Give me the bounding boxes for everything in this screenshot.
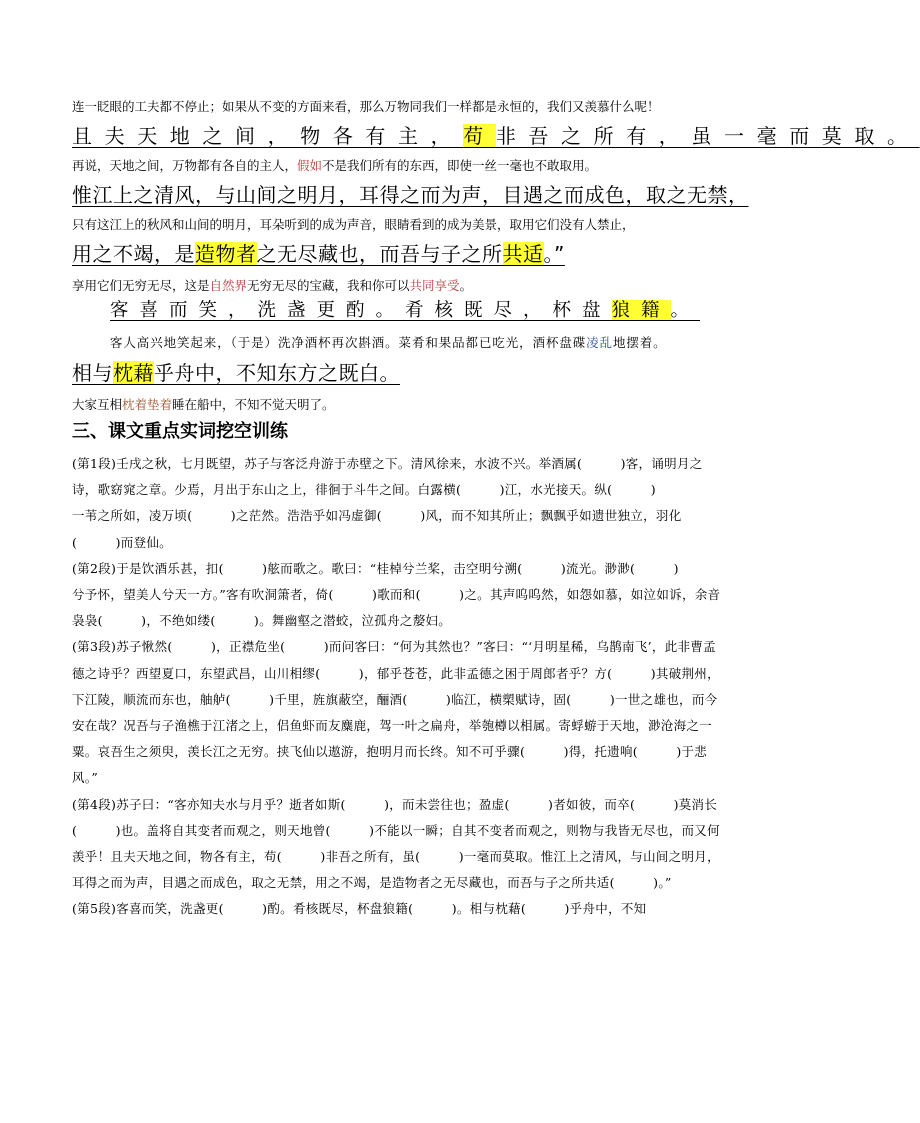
translation-text: 客人高兴地笑起来，（于是）洗净酒杯再次斟酒。菜肴和果品都已吃光，酒杯盘碟 (110, 335, 587, 350)
translation-line-1: 连一眨眼的工夫都不停止；如果从不变的方面来看，那么万物同我们一样都是永恒的，我们又羡慕什么呢！ (72, 99, 660, 114)
translation-line-2 (72, 156, 597, 174)
exercise-paragraph-1b: 一苇之所如，凌万顷( )之茫然。浩浩乎如冯虚御( )风，而不知其所止；飘飘乎如遗世独立，羽化( )而登仙。 (72, 508, 682, 550)
highlighted-word: 共适 (502, 242, 544, 266)
quote-line-2: 惟江上之清风，与山间之明月，耳得之而为声，目遇之而成色，取之无禁， (72, 183, 749, 207)
section-heading: 三、课文重点实词挖空训练 (72, 421, 288, 442)
highlighted-word: 苟 (463, 124, 496, 148)
exercise-paragraph-2b: 兮予怀，望美人兮天一方。”客有吹洞箫者，倚( )歌而和( )之。其声呜呜然，如怨如慕，如泣如诉，余音袅袅( )，不绝如缕( )。舞幽壑之潜蛟，泣孤舟之嫠妇。 (72, 587, 721, 629)
translation-line-4 (72, 276, 472, 294)
quote-line-3 (72, 238, 565, 267)
exercise-paragraph-2a: (第2段)于是饮酒乐甚，扣( )舷而歌之。歌曰：“桂棹兮兰桨，击空明兮溯( )流光。渺渺( ) (72, 560, 679, 576)
quote-text: 非吾之所有，虽一毫而莫取。 (495, 124, 920, 148)
highlighted-word: 造物者 (195, 242, 257, 266)
quote-line-4 (110, 296, 700, 322)
quote-line-5 (72, 357, 400, 386)
quote-text: 用之不竭，是 (72, 242, 195, 266)
quote-text: 相与 (72, 361, 113, 385)
keyword-brown: 枕着垫着 (122, 397, 173, 412)
exercise-paragraph-3: (第3段)苏子愀然( )，正襟危坐( )而问客曰：“何为其然也？”客曰：“‘月明星稀，乌鹊南飞’，此非曹孟德之诗乎？西望夏口，东望武昌，山川相缪( )，郁乎苍苍，此非孟德之困于周郎者乎？方( )其破荆州，下江陵，顺流而东也，舳舻( )千里，旌旗蔽空，酾酒( )临江，横槊赋诗，固( )一世之雄也，而今安在哉？况吾与子渔樵于江渚之上，侣鱼虾而友麋鹿，驾一叶之扁舟，举匏樽以相属。寄蜉蝣于天地，渺沧海之一粟。哀吾生之须臾，羡长江之无穷。挟飞仙以遨游，抱明月而长终。知不可乎骤( )得，托遗响( )于悲风。” (72, 639, 720, 786)
translation-text: 大家互相 (72, 397, 123, 412)
exercise-paragraph-4: (第4段)苏子曰：“客亦知夫水与月乎？逝者如斯( )，而未尝往也；盈虚( )者如彼，而卒( )莫消长( )也。盖将自其变者而观之，则天地曾( )不能以一瞬；自其不变者而观之，则物与我皆无尽也，而又何羡乎！且夫天地之间，物各有主，苟( )非吾之所有，虽( )一毫而莫取。惟江上之清风，与山间之明月，耳得之而为声，目遇之而成色，取之无禁，用之不竭，是造物者之无尽藏也，而吾与子之所共适( )。” (72, 796, 720, 891)
translation-text: 睡在船中，不知不觉天明了。 (172, 397, 335, 412)
translation-text: 。 (459, 278, 473, 293)
translation-line-6 (72, 395, 335, 413)
translation-text: 再说，天地之间，万物都有各自的主人， (72, 158, 298, 173)
quote-text: 且夫天地之间，物各有主， (72, 124, 464, 148)
exercise-paragraph-5: (第5段)客喜而笑，洗盏更( )酌。肴核既尽，杯盘狼籍( )。相与枕藉( )乎舟中，不知 (72, 901, 647, 917)
keyword-red: 假如 (297, 158, 323, 173)
translation-text: 地摆着。 (612, 335, 667, 350)
exercise-paragraph-1a: (第1段)壬戌之秋，七月既望，苏子与客泛舟游于赤壁之下。清风徐来，水波不兴。举酒属( )客，诵明月之诗，歌窈窕之章。少焉，月出于东山之上，徘徊于斗牛之间。白露横( )江，水光接天。纵( ) (72, 456, 703, 498)
quote-text: 客喜而笑，洗盏更酌。肴核既尽，杯盘 (110, 300, 612, 321)
quote-text: 乎舟中，不知东方之既白。 (154, 361, 400, 385)
keyword-blue: 凌乱 (586, 335, 613, 350)
keyword-red: 自然界 (209, 278, 248, 293)
quote-line-1 (72, 120, 920, 149)
quote-text: 。” (543, 242, 565, 266)
translation-text: 不是我们所有的东西，即使一丝一毫也不敢取用。 (322, 158, 598, 173)
translation-line-5 (110, 333, 667, 351)
translation-text: 无穷无尽的宝藏，我和你可以 (247, 278, 410, 293)
highlighted-word: 枕藉 (113, 361, 154, 385)
quote-text: 。 (670, 300, 701, 321)
translation-text: 享用它们无穷无尽，这是 (72, 278, 210, 293)
exercise-body (72, 451, 724, 923)
highlighted-word: 狼籍 (611, 300, 671, 321)
keyword-red: 共同享受 (409, 278, 460, 293)
translation-line-3: 只有这江上的秋风和山间的明月，耳朵听到的成为声音，眼睛看到的成为美景，取用它们没有人禁止， (72, 217, 635, 232)
quote-text: 之无尽藏也，而吾与子之所 (256, 242, 503, 266)
